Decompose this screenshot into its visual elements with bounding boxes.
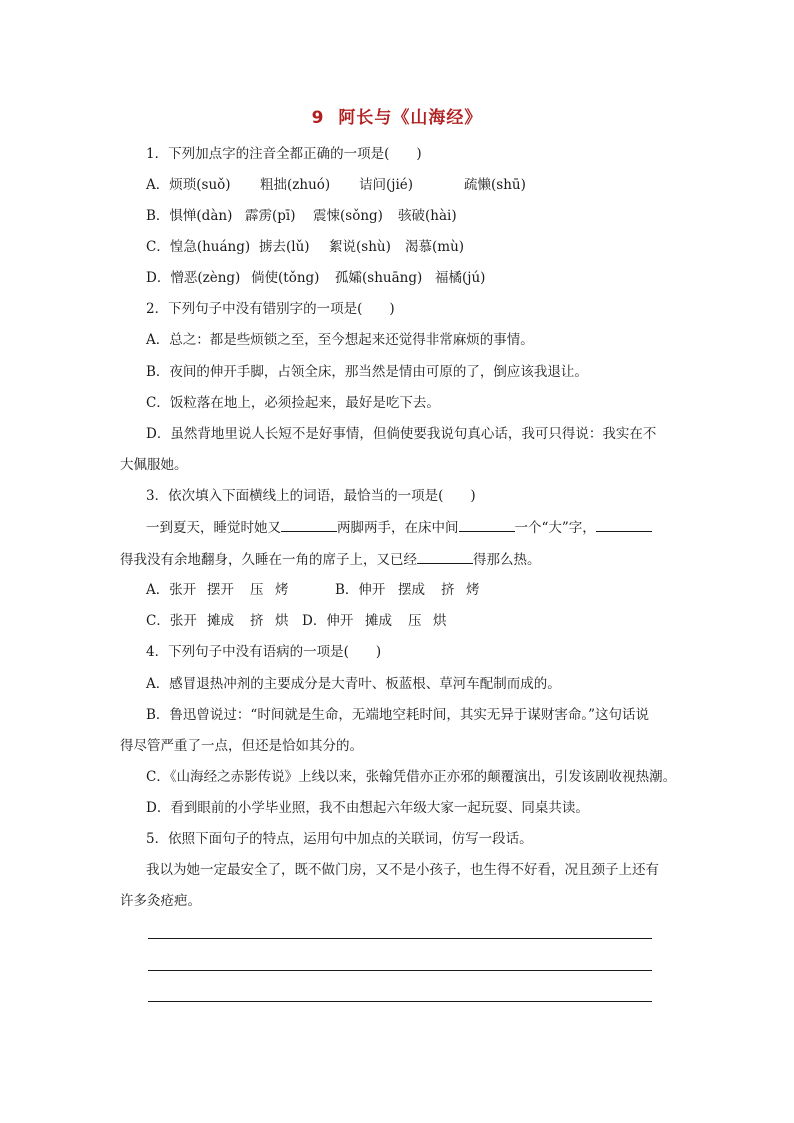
- q1-option-d: [146, 269, 485, 287]
- q1-b-4: 骇破(hài): [398, 208, 457, 224]
- q3-passage-seg5: 得那么热。: [473, 552, 541, 568]
- q5-passage-line1: 我以为她一定最安全了，既不做门房，又不是小孩子，也生得不好看，况且颈子上还有: [146, 862, 659, 878]
- answer-line-1[interactable]: [148, 938, 652, 939]
- q3-b-4: 烤: [466, 582, 480, 598]
- q3-passage-line1: [146, 518, 652, 537]
- q3-a-4: 烤: [275, 582, 289, 598]
- q3-passage-seg4: 得我没有余地翻身，久睡在一角的席子上，又已经: [120, 552, 417, 568]
- q1-a-4: 疏懒(shū): [464, 177, 526, 193]
- q1-stem: 1．下列加点字的注音全都正确的一项是( ): [146, 146, 422, 162]
- q3-options-cd: [146, 612, 447, 630]
- q3-passage-line2: [120, 550, 541, 569]
- q3-b-3: 挤: [441, 582, 455, 598]
- q5-passage-line2: 许多灸疮疤。: [120, 893, 201, 909]
- q2-option-d-line2: 大佩服她。: [120, 457, 188, 473]
- q2-option-c: C．饭粒落在地上，必须捡起来，最好是吃下去。: [146, 395, 440, 411]
- q3-c-1: C．张开: [146, 613, 197, 629]
- q1-c-1: C．惶急(huáng): [146, 239, 251, 255]
- q3-blank-1: [281, 518, 337, 532]
- lesson-title: [0, 103, 794, 128]
- q2-option-a: A．总之：都是些烦锁之至，至今想起来还觉得非常麻烦的事情。: [146, 332, 534, 348]
- q1-a-2: 粗拙(zhuó): [260, 177, 331, 193]
- lesson-title-text: 阿长与《山海经》: [338, 108, 483, 128]
- q3-c-4: 烘: [275, 613, 289, 629]
- q3-a-3: 压: [250, 582, 264, 598]
- q3-c-2: 摊成: [207, 613, 234, 629]
- q3-passage-seg1: 一到夏天，睡觉时她又: [146, 520, 281, 536]
- q1-option-b: [146, 207, 457, 225]
- q1-b-2: 霹雳(pī): [245, 208, 296, 224]
- q1-c-4: 渴慕(mù): [405, 239, 465, 255]
- q3-a-1: A．张开: [146, 582, 197, 598]
- q3-a-2: 摆开: [207, 582, 234, 598]
- q1-d-1: D．憎恶(zèng): [146, 270, 241, 286]
- q3-c-3: 挤: [250, 613, 264, 629]
- q4-option-b-line2: 得尽管严重了一点，但还是恰如其分的。: [120, 738, 363, 754]
- q3-d-4: 烘: [433, 613, 447, 629]
- q3-passage-seg3: 一个“大”字，: [514, 520, 596, 536]
- answer-line-2[interactable]: [148, 970, 652, 971]
- q3-stem: 3．依次填入下面横线上的词语，最恰当的一项是( ): [146, 488, 476, 504]
- q1-c-3: 絮说(shù): [329, 239, 391, 255]
- q3-blank-3: [596, 518, 652, 532]
- q3-b-2: 摆成: [398, 582, 425, 598]
- q3-blank-2: [459, 518, 515, 532]
- q4-option-d: D．看到眼前的小学毕业照，我不由想起六年级大家一起玩耍、同桌共读。: [146, 800, 589, 816]
- q4-stem: 4．下列句子中没有语病的一项是( ): [146, 644, 382, 660]
- q1-a-3: 诘问(jié): [359, 177, 414, 193]
- q3-d-1: D．伸开: [302, 613, 354, 629]
- q1-d-2: 倘使(tǒng): [251, 270, 320, 286]
- q3-blank-4: [417, 550, 473, 564]
- q1-b-3: 震悚(sǒng): [313, 208, 383, 224]
- q4-option-a: A．感冒退热冲剂的主要成分是大青叶、板蓝根、草河车配制而成的。: [146, 676, 561, 692]
- answer-line-3[interactable]: [148, 1001, 652, 1002]
- q3-passage-seg2: 两脚两手，在床中间: [337, 520, 459, 536]
- lesson-number: 9: [311, 108, 325, 128]
- q1-option-c: [146, 238, 464, 256]
- q1-d-4: 福橘(jú): [435, 270, 486, 286]
- q1-c-2: 掳去(lǔ): [259, 239, 310, 255]
- q1-b-1: B．惧惮(dàn): [146, 208, 233, 224]
- q2-option-d-line1: D．虽然背地里说人长短不是好事情，但倘使要我说句真心话，我可只得说：我实在不: [146, 426, 657, 442]
- q5-stem: 5．依照下面句子的特点，运用句中加点的关联词，仿写一段话。: [146, 831, 533, 847]
- q4-option-b-line1: B．鲁迅曾说过：“时间就是生命，无端地空耗时间，其实无异于谋财害命。”这句话说: [146, 707, 649, 723]
- q4-option-c: C．《山海经之赤影传说》上线以来，张翰凭借亦正亦邪的颠覆演出，引发该剧收视热潮。: [146, 769, 677, 785]
- q2-stem: 2．下列句子中没有错别字的一项是( ): [146, 301, 395, 317]
- q3-b-1: B．伸开: [335, 582, 386, 598]
- q1-d-3: 孤孀(shuāng): [335, 270, 423, 286]
- q3-options-ab: [146, 581, 480, 599]
- q1-option-a: [146, 176, 526, 194]
- q1-a-1: A．烦琐(suǒ): [146, 177, 231, 193]
- q3-d-2: 摊成: [365, 613, 392, 629]
- q2-option-b: B．夜间的伸开手脚，占领全床，那当然是情由可原的了，倒应该我退让。: [146, 364, 588, 380]
- q3-d-3: 压: [408, 613, 422, 629]
